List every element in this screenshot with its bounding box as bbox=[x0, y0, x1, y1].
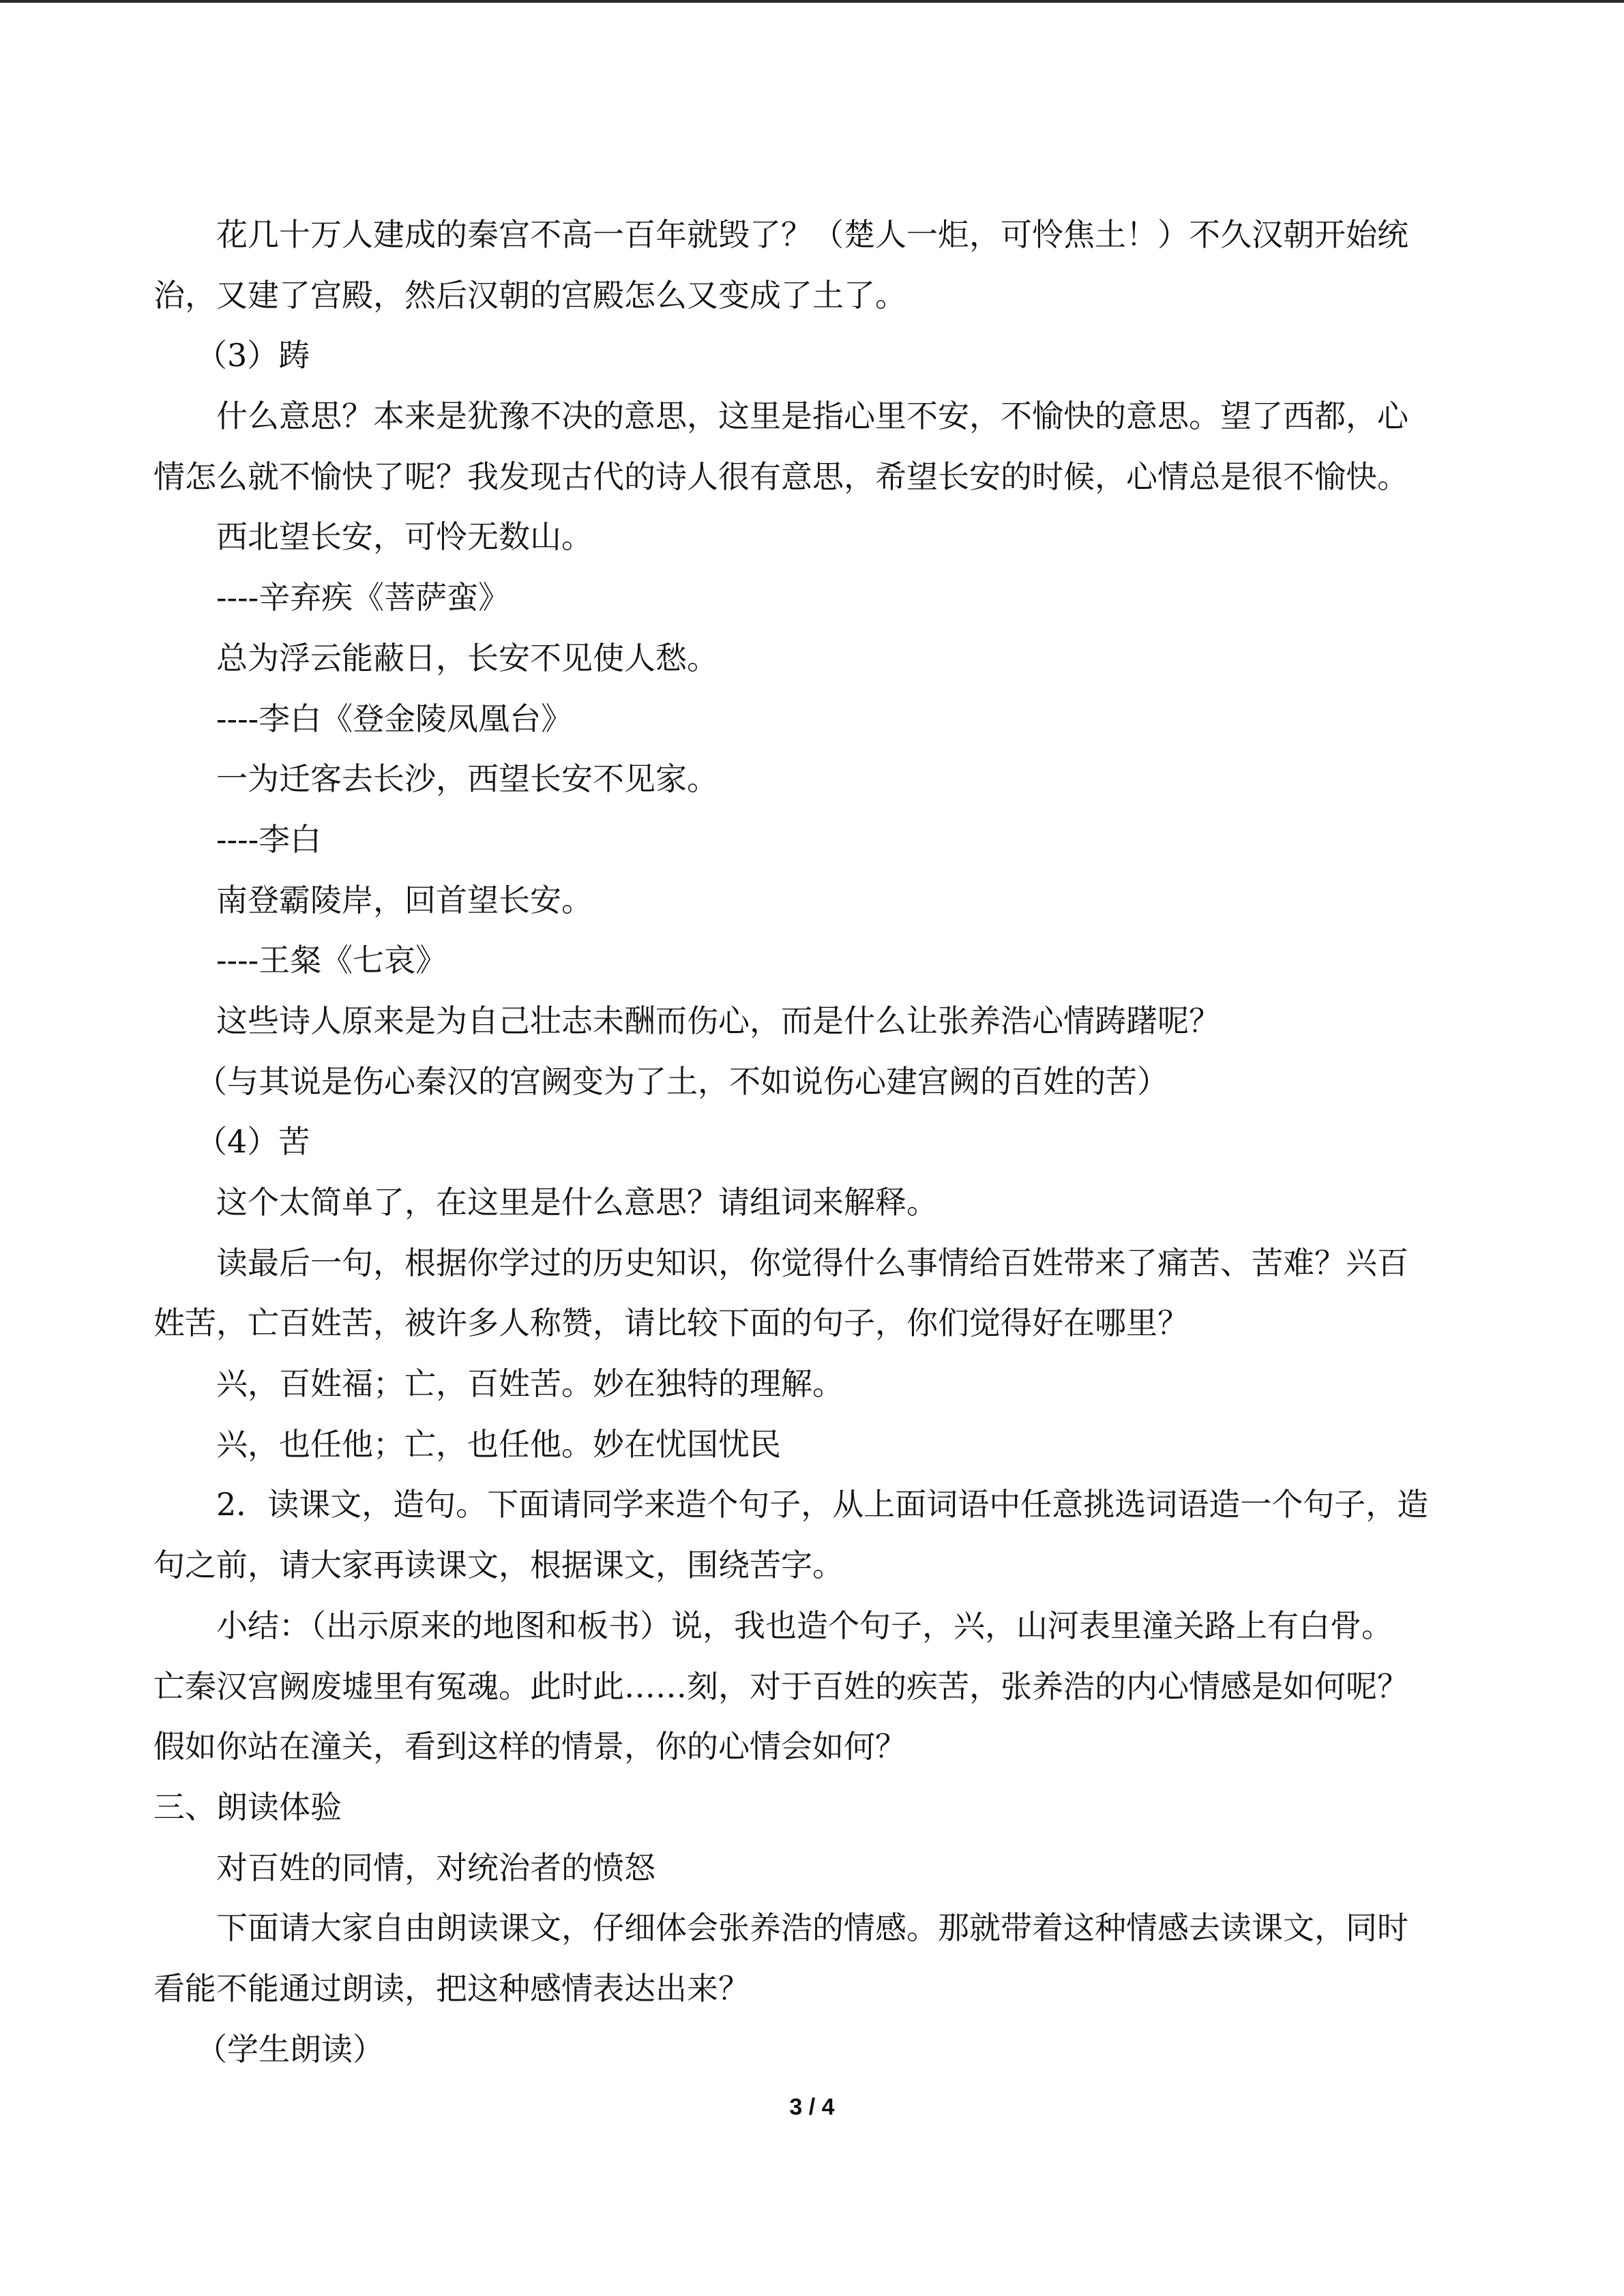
section-heading: 三、朗读体验 bbox=[153, 1788, 342, 1825]
paragraph-line: 句之前，请大家再读课文，根据课文，围绕苦字。 bbox=[153, 1547, 844, 1584]
paragraph-line: 看能不能通过朗读，把这种感情表达出来？ bbox=[153, 1969, 750, 2007]
subheading-line: （4）苦 bbox=[196, 1123, 310, 1161]
paragraph-line: 读最后一句，根据你学过的历史知识，你觉得什么事情给百姓带来了痛苦、苦难？兴百 bbox=[216, 1244, 1408, 1281]
paragraph-line: 花几十万人建成的秦宫不高一百年就毁了？（楚人一炬，可怜焦土！）不久汉朝开始统 bbox=[216, 216, 1408, 253]
poem-line: 总为浮云能蔽日，长安不见使人愁。 bbox=[216, 639, 718, 676]
paragraph-line: 这个太简单了，在这里是什么意思？请组词来解释。 bbox=[216, 1184, 938, 1221]
paragraph-line: 兴，也任他；亡，也任他。妙在忧国忧民 bbox=[216, 1425, 781, 1463]
paragraph-line: 下面请大家自由朗读课文，仔细体会张养浩的情感。那就带着这种情感去读课文，同时 bbox=[216, 1909, 1408, 1947]
paragraph-line: 这些诗人原来是为自己壮志未酬而伤心，而是什么让张养浩心情踌躇呢？ bbox=[216, 1002, 1220, 1039]
paragraph-line: （学生朗读） bbox=[196, 2030, 384, 2068]
poem-line: 西北望长安，可怜无数山。 bbox=[216, 518, 593, 556]
top-border-line bbox=[0, 0, 1624, 3]
page-number: 3 / 4 bbox=[789, 2094, 835, 2120]
poem-line: 一为迁客去长沙，西望长安不见家。 bbox=[216, 760, 718, 798]
paragraph-line: 兴，百姓福；亡，百姓苦。妙在独特的理解。 bbox=[216, 1365, 844, 1403]
poem-attribution: ----李白 bbox=[216, 820, 322, 858]
poem-attribution: ----李白《登金陵凤凰台》 bbox=[216, 700, 573, 737]
document-body bbox=[153, 205, 1483, 2079]
subheading-line: （3）踌 bbox=[196, 337, 310, 374]
paragraph-line: 小结：（出示原来的地图和板书）说，我也造个句子，兴，山河表里潼关路上有白骨。 bbox=[216, 1607, 1393, 1644]
poem-attribution: ----辛弃疾《菩萨蛮》 bbox=[216, 579, 510, 616]
paragraph-line: 对百姓的同情，对统治者的愤怒 bbox=[216, 1849, 655, 1886]
poem-attribution: ----王粲《七哀》 bbox=[216, 942, 447, 979]
paragraph-line: 情怎么就不愉快了呢？我发现古代的诗人很有意思，希望长安的时候，心情总是很不愉快。 bbox=[153, 458, 1408, 495]
paragraph-line: 2．读课文，造句。下面请同学来造个句子，从上面词语中任意挑选词语造一个句子，造 bbox=[216, 1486, 1429, 1523]
paragraph-line: 假如你站在潼关，看到这样的情景，你的心情会如何？ bbox=[153, 1728, 906, 1765]
paragraph-line: （与其说是伤心秦汉的宫阙变为了土，不如说伤心建宫阙的百姓的苦） bbox=[196, 1062, 1168, 1100]
paragraph-line: 什么意思？本来是犹豫不决的意思，这里是指心里不安，不愉快的意思。望了西都，心 bbox=[216, 398, 1408, 435]
paragraph-line: 亡秦汉宫阙废墟里有冤魂。此时此……刻，对于百姓的疾苦，张养浩的内心情感是如何呢？ bbox=[153, 1667, 1408, 1705]
paragraph-line: 治，又建了宫殿，然后汉朝的宫殿怎么又变成了土了。 bbox=[153, 276, 906, 314]
poem-line: 南登霸陵岸，回首望长安。 bbox=[216, 881, 593, 919]
paragraph-line: 姓苦，亡百姓苦，被许多人称赞，请比较下面的句子，你们觉得好在哪里？ bbox=[153, 1304, 1189, 1342]
